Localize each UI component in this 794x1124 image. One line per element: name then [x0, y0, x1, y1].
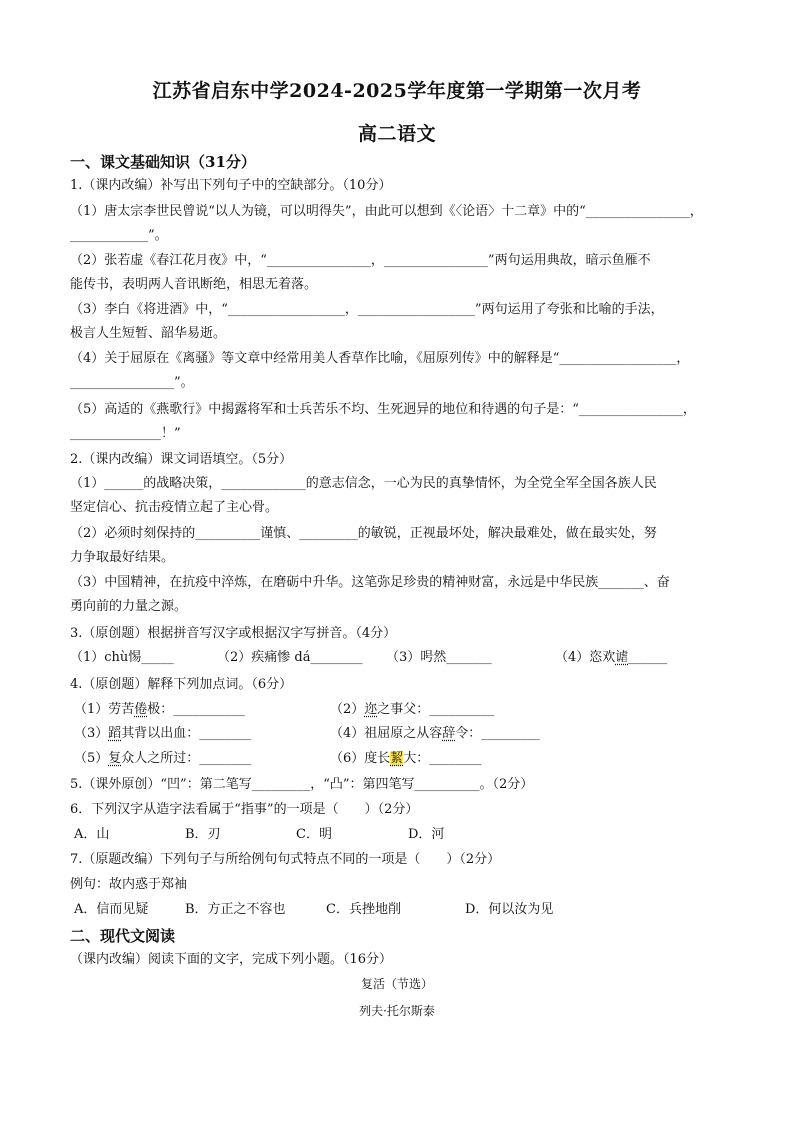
q3-item2: （2）疾痛惨 dá________	[217, 650, 363, 665]
q1-item5-line2: ______________！”	[70, 426, 181, 441]
q6-option-a: A．山	[74, 827, 110, 842]
q4-item1: （1）劳苦倦极：___________	[74, 702, 245, 717]
q1-item5-line1: （5）高适的《燕歌行》中揭露将军和士兵苦乐不均、生死迥异的地位和待遇的句子是：“________________，	[70, 402, 696, 417]
q6-stem: 6．下列汉字从造字法看属于“指事”的一项是（ ）（2分）	[70, 802, 419, 817]
section2-intro: （课内改编）阅读下面的文字，完成下列小题。（16分）	[70, 952, 393, 967]
q4-item2: （2）迩之事父：__________	[330, 702, 495, 717]
q7-option-d: D．何以汝为见	[465, 902, 554, 917]
q4-item5: （5）复众人之所过：________	[74, 751, 252, 766]
section2-heading: 二、现代文阅读	[70, 927, 176, 945]
dotted-char: 复	[108, 751, 122, 766]
q2-item3-line1: （3）中国精神，在抗疫中淬炼，在磨砺中升华。这笔弥足珍贵的精神财富，永远是中华民族_______、奋	[70, 575, 670, 590]
q4-item3: （3）蹈其背以出血：________	[74, 726, 252, 741]
q7-option-a: A．信而见疑	[74, 902, 149, 917]
q3-item4: （4）恣欢谑______	[555, 650, 668, 665]
q1-item2-line2: 能传书，表明两人音讯断绝，相思无着落。	[70, 277, 318, 292]
q1-item3-line1: （3）李白《将进酒》中，“__________________，__________________”两句运用了夸张和比喻的手法，	[70, 302, 664, 317]
q5-stem: 5.（课外原创）“凹”：第二笔写_________，“凸”：第四笔写__________。（2分）	[70, 777, 534, 792]
q1-item2-line1: （2）张若虚《春江花月夜》中，“________________，________________”两句运用典故，暗示鱼雁不	[70, 253, 651, 268]
q1-item4-line2: ________________”。	[70, 375, 194, 390]
q4-item6: （6）度长絜大：________	[330, 751, 482, 766]
q2-item2-line2: 力争取最好结果。	[70, 550, 175, 565]
q2-stem: 2.（课内改编）课文词语填空。（5分）	[70, 452, 293, 467]
q6-option-c: C．明	[296, 827, 332, 842]
dotted-char: 谑	[615, 650, 629, 665]
section1-heading: 一、课文基础知识（31分）	[70, 153, 256, 171]
dotted-char: 迩	[364, 702, 378, 717]
q1-item1-line2: ____________”。	[70, 228, 168, 243]
highlighted-char: 絜	[390, 751, 404, 766]
q6-option-b: B．刃	[185, 827, 221, 842]
dotted-char: 倦	[134, 702, 148, 717]
q4-item4: （4）祖屈原之从容辞令：_________	[330, 726, 540, 741]
q4-stem: 4.（原创题）解释下列加点词。（6分）	[70, 677, 293, 692]
q3-item3: （3）呺然_______	[386, 650, 492, 665]
q2-item1-line1: （1）______的战略决策，_____________的意志信念，一心为民的真挚情怀，为全党全军全国各族人民	[70, 476, 657, 491]
passage-author: 列夫·托尔斯泰	[359, 1004, 435, 1018]
q7-stem: 7.（原题改编）下列句子与所给例句句式特点不同的一项是（ ）（2分）	[70, 852, 501, 867]
q6-option-d: D．河	[408, 827, 445, 842]
q2-item2-line1: （2）必须时刻保持的__________谨慎、_________的敏锐，正视最坏处，解决最难处，做在最实处，努	[70, 526, 657, 541]
q1-stem: 1.（课内改编）补写出下列句子中的空缺部分。（10分）	[70, 178, 392, 193]
q1-item4-line1: （4）关于屈原在《离骚》等文章中经常用美人香草作比喻，《屈原列传》中的解释是“__________________，	[70, 351, 690, 366]
exam-title: 江苏省启东中学2024-2025学年度第一学期第一次月考	[152, 80, 642, 102]
q7-option-c: C．兵挫地削	[326, 902, 401, 917]
passage-title: 复活（节选）	[360, 977, 433, 991]
q2-item3-line2: 勇向前的力量之源。	[70, 599, 188, 614]
q3-stem: 3.（原创题）根据拼音写汉字或根据汉字写拼音。（4分）	[70, 626, 397, 641]
q1-item3-line2: 极言人生短暂、韶华易逝。	[70, 326, 227, 341]
dotted-char: 蹈	[108, 726, 122, 741]
q7-option-b: B．方正之不容也	[185, 902, 286, 917]
q7-example: 例句：故内惑于郑袖	[70, 877, 188, 892]
subject-title: 高二语文	[357, 123, 436, 145]
dotted-char: 辞	[442, 726, 456, 741]
q1-item1-line1: （1）唐太宗李世民曾说“以人为镜，可以明得失”，由此可以想到《〈论语〉十二章》中的“________________，	[70, 204, 703, 219]
q2-item1-line2: 坚定信心、抗击疫情立起了主心骨。	[70, 500, 279, 515]
q3-item1: （1）chù惕_____	[70, 650, 174, 665]
